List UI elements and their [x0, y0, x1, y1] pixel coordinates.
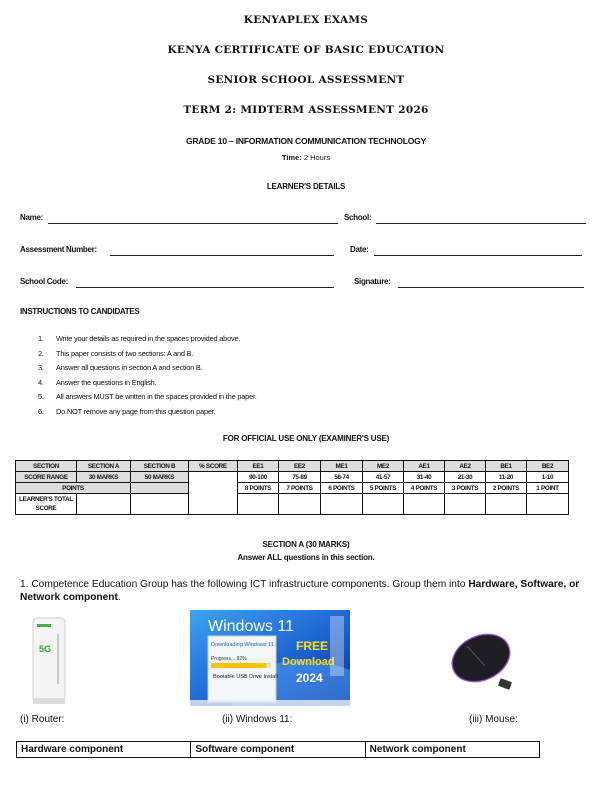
time-value: 2 Hours: [301, 153, 331, 162]
exam-provider: KENYAPLEX EXAMS: [243, 14, 369, 26]
range-cell: 75-89: [279, 472, 321, 483]
assessment-number-label: Assessment Number:: [20, 245, 97, 254]
learner-level-cell[interactable]: [321, 494, 363, 515]
section-a-subtitle: Answer ALL questions in this section.: [237, 553, 375, 562]
instruction-item: [38, 378, 156, 387]
instruction-text: This paper consists of two sections: A and B.: [56, 348, 194, 358]
learner-level-cell[interactable]: [279, 494, 321, 515]
section-header: SECTION: [16, 461, 77, 472]
year-text: 2024: [296, 671, 323, 685]
section-a-marks: 30 MARKS: [77, 472, 131, 483]
name-field[interactable]: [48, 223, 338, 224]
question-1-stem: 1. Competence Education Group has the following ICT infrastructure components. Group them into: [20, 579, 469, 590]
instruction-item: [38, 363, 203, 372]
assessment-term: TERM 2: MIDTERM ASSESSMENT 2026: [183, 104, 429, 116]
learner-details-title: LEARNER'S DETAILS: [266, 182, 346, 191]
mouse-caption: (iii) Mouse:: [469, 714, 518, 725]
instruction-number: 1.: [38, 334, 44, 343]
instruction-text: All answers MUST be written in the spaces provided in the paper.: [56, 392, 257, 402]
learner-total-label: LEARNER'S TOTAL SCORE: [16, 494, 77, 515]
grade-subject: GRADE 10 – INFORMATION COMMUNICATION TECHNOLOGY: [185, 136, 427, 146]
level-cell: AE2: [445, 461, 486, 472]
exam-board: KENYA CERTIFICATE OF BASIC EDUCATION: [167, 44, 445, 56]
windows-title-text: Windows 11: [208, 618, 294, 635]
instruction-text: Answer the questions in English.: [56, 377, 157, 387]
progress-fill: [211, 663, 266, 668]
points-cell: 1 POINT: [527, 483, 569, 494]
network-column-header: Network component: [365, 742, 539, 758]
range-cell: 90-100: [238, 472, 279, 483]
router-5g-label: 5G: [39, 644, 52, 654]
router-image: [27, 614, 71, 708]
assessment-type: SENIOR SCHOOL ASSESSMENT: [207, 74, 405, 86]
router-caption: (i) Router:: [20, 714, 65, 725]
points-cell: 8 POINTS: [238, 483, 279, 494]
instructions-title: INSTRUCTIONS TO CANDIDATES: [20, 307, 140, 316]
instruction-item: [38, 349, 193, 358]
instruction-number: 2.: [38, 348, 44, 358]
range-cell: 1-10: [527, 472, 569, 483]
learner-level-cell[interactable]: [363, 494, 404, 515]
school-code-field[interactable]: [76, 287, 334, 288]
assessment-number-field[interactable]: [110, 255, 334, 256]
points-cell: 2 POINTS: [486, 483, 527, 494]
instruction-item: [38, 392, 257, 401]
range-cell: 58-74: [321, 472, 363, 483]
instruction-text: Answer all questions in section A and section B.: [56, 363, 203, 373]
usb-install-text: Bootable USB Drive Install: [213, 674, 278, 680]
instruction-item: [38, 407, 216, 416]
learner-section-b-score[interactable]: [131, 494, 189, 515]
points-cell: 6 POINTS: [321, 483, 363, 494]
date-field[interactable]: [374, 255, 582, 256]
range-cell: 21-30: [445, 472, 486, 483]
signature-label: Signature:: [354, 277, 391, 286]
learner-section-a-score[interactable]: [77, 494, 131, 515]
question-1-text: [20, 578, 595, 604]
level-cell: ME1: [321, 461, 363, 472]
level-cell: ME2: [363, 461, 404, 472]
school-field[interactable]: [376, 223, 586, 224]
level-cell: AE1: [404, 461, 445, 472]
instruction-number: 4.: [38, 377, 44, 387]
pct-score-cell[interactable]: [189, 472, 238, 515]
instruction-number: 5.: [38, 392, 44, 402]
answer-table: [16, 741, 540, 758]
instruction-number: 3.: [38, 363, 44, 373]
instruction-item: [38, 334, 240, 343]
question-1-end: .: [117, 592, 121, 603]
download-text: Download: [282, 656, 335, 668]
instruction-text: Do NOT remove any page from this question paper.: [56, 407, 216, 416]
level-cell: BE1: [486, 461, 527, 472]
learner-level-cell[interactable]: [527, 494, 569, 515]
software-column-header: Software component: [191, 742, 365, 758]
instruction-text: Write your details as required in the spaces provided above.: [56, 334, 241, 343]
section-b-header: SECTION B: [131, 461, 189, 472]
points-cell: 4 POINTS: [404, 483, 445, 494]
progress-text: Progress....92%: [211, 656, 247, 662]
learner-level-cell[interactable]: [486, 494, 527, 515]
free-text: FREE: [296, 639, 329, 653]
pct-score-header: % SCORE: [189, 461, 238, 472]
section-a-header: SECTION A: [77, 461, 131, 472]
learner-level-cell[interactable]: [445, 494, 486, 515]
windows-11-image: [190, 610, 350, 706]
time-label: Time:: [281, 153, 302, 162]
learner-level-cell[interactable]: [404, 494, 445, 515]
section-b-marks: 50 MARKS: [131, 472, 189, 483]
hardware-column-header: Hardware component: [17, 742, 191, 758]
official-score-table: [15, 460, 569, 515]
section-a-title: SECTION A (30 MARKS): [262, 540, 350, 549]
question-1-categories: Hardware, Software, or Network component: [20, 579, 580, 603]
signature-field[interactable]: [398, 287, 584, 288]
downloading-text: Downloading Windows 11: [211, 642, 274, 648]
official-use-title: FOR OFFICIAL USE ONLY (EXAMINER'S USE): [222, 434, 390, 443]
range-cell: 11-20: [486, 472, 527, 483]
points-cell: 7 POINTS: [279, 483, 321, 494]
level-cell: BE2: [527, 461, 569, 472]
points-header: POINTS: [16, 483, 131, 494]
school-code-label: School Code:: [20, 277, 68, 286]
school-label: School:: [344, 213, 372, 222]
instruction-number: 6.: [38, 407, 44, 416]
name-label: Name:: [20, 213, 43, 222]
level-cell: EE2: [279, 461, 321, 472]
date-label: Date:: [350, 245, 369, 254]
learner-level-cell[interactable]: [238, 494, 279, 515]
exam-time: [0, 153, 612, 162]
score-range-header: SCORE RANGE: [16, 472, 77, 483]
level-cell: EE1: [238, 461, 279, 472]
windows-caption: (ii) Windows 11:: [222, 714, 293, 725]
points-cell: 5 POINTS: [363, 483, 404, 494]
points-cell: 3 POINTS: [445, 483, 486, 494]
range-cell: 41-57: [363, 472, 404, 483]
mouse-image: [445, 624, 525, 696]
range-cell: 31-40: [404, 472, 445, 483]
blank-cell: [131, 483, 189, 494]
